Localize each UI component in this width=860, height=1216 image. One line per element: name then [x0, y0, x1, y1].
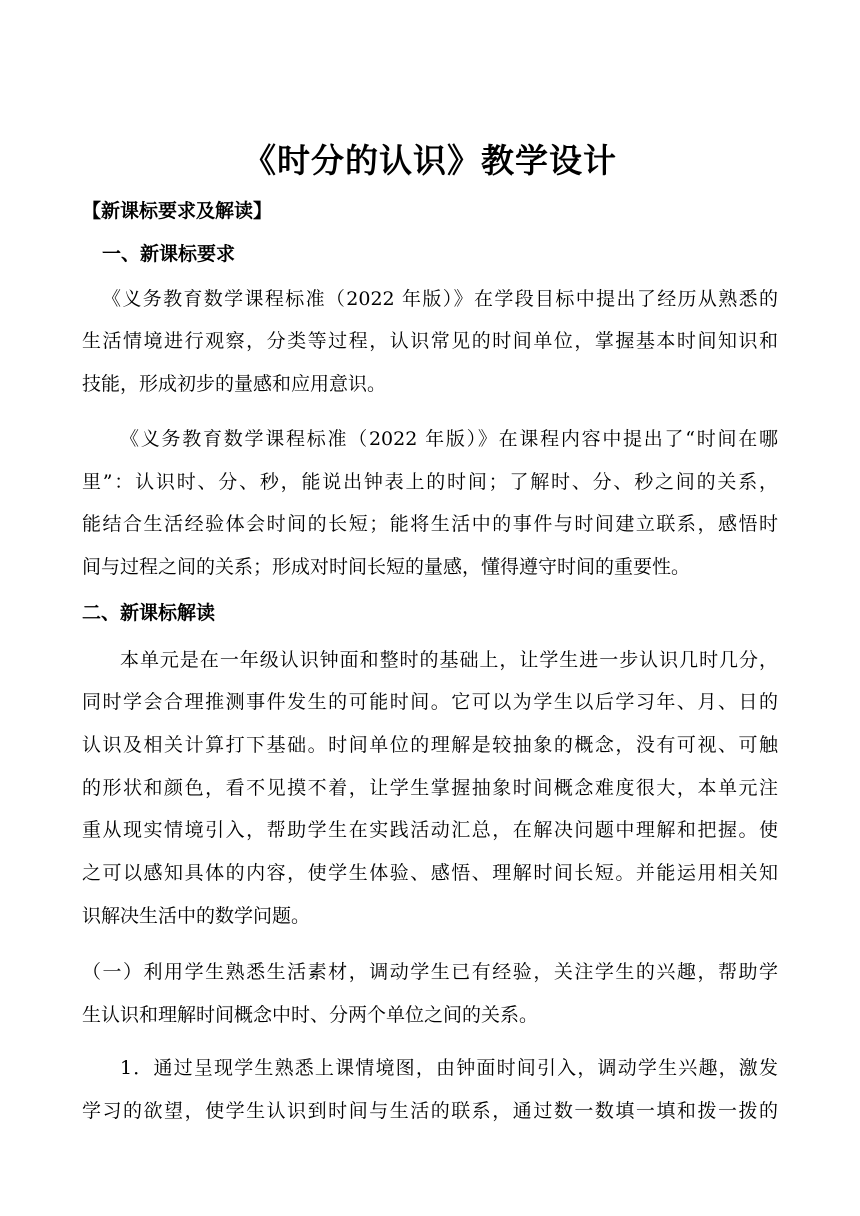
paragraph-line: 里”：认识时、分、秒，能说出钟表上的时间；了解时、分、秒之间的关系， [82, 471, 778, 493]
paragraph-line: 重从现实情境引入，帮助学生在实践活动汇总，在解决问题中理解和把握。使 [82, 819, 778, 841]
list-item-line: 学习的欲望，使学生认识到时间与生活的联系，通过数一数填一填和拨一拨的 [82, 1100, 778, 1122]
list-item-line: 1．通过呈现学生熟悉上课情境图，由钟面时间引入，调动学生兴趣，激发 [120, 1057, 778, 1079]
paragraph-line: 生活情境进行观察，分类等过程，认识常见的时间单位，掌握基本时间知识和 [82, 330, 778, 352]
section-heading-requirements: 一、新课标要求 [102, 243, 236, 265]
subsection-line: （一）利用学生熟悉生活素材，调动学生已有经验，关注学生的兴趣，帮助学 [82, 961, 778, 983]
paragraph-line: 技能，形成初步的量感和应用意识。 [82, 373, 387, 395]
paragraph-line: 同时学会合理推测事件发生的可能时间。它可以为学生以后学习年、月、日的 [82, 691, 778, 713]
paragraph-line: 的形状和颜色，看不见摸不着，让学生掌握抽象时间概念难度很大，本单元注 [82, 777, 778, 799]
paragraph-line: 之可以感知具体的内容，使学生体验、感悟、理解时间长短。并能运用相关知 [82, 862, 778, 884]
paragraph-line: 间与过程之间的关系；形成对时间长短的量感，懂得遵守时间的重要性。 [82, 556, 691, 578]
section-heading-interpretation: 二、新课标解读 [82, 602, 216, 624]
paragraph-line: 《义务教育数学课程标准（2022 年版）》在课程内容中提出了“时间在哪 [120, 428, 778, 450]
paragraph-line: 能结合生活经验体会时间的长短；能将生活中的事件与时间建立联系，感悟时 [82, 513, 778, 535]
paragraph-line: 《义务教育数学课程标准（2022 年版）》在学段目标中提出了经历从熟悉的 [102, 288, 778, 310]
subsection-line: 生认识和理解时间概念中时、分两个单位之间的关系。 [82, 1004, 539, 1026]
paragraph-line: 本单元是在一年级认识钟面和整时的基础上，让学生进一步认识几时几分， [120, 649, 778, 671]
paragraph-line: 识解决生活中的数学问题。 [82, 905, 311, 927]
section-heading-main: 【新课标要求及解读】 [82, 200, 273, 222]
document-title: 《时分的认识》教学设计 [243, 141, 617, 180]
paragraph-line: 认识及相关计算打下基础。时间单位的理解是较抽象的概念，没有可视、可触 [82, 734, 778, 756]
